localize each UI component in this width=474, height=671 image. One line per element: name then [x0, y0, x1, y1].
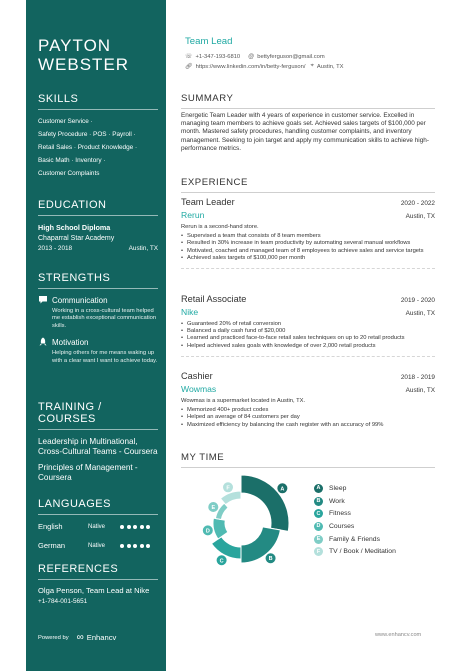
reference-name: Olga Penson, Team Lead at Nike	[38, 586, 150, 595]
skill-line: Customer Complaints	[38, 170, 100, 177]
training-section	[38, 401, 158, 483]
my-time-heading: MY TIME	[181, 452, 435, 468]
training-item: Leadership in Multinational, Cross-Cultural Teams - Coursera	[38, 437, 158, 456]
skill-line: Safety Procedure · POS · Payroll ·	[38, 131, 136, 138]
strength-title: Communication	[52, 295, 108, 305]
strengths-section	[38, 272, 158, 365]
summary-text: Energetic Team Leader with 4 years of experience in customer service. Excelled in managing team members to achieve goals set. Achieved sales targets of $100,000 per month. Mastered safety procedures, handling customer complaints, and inventory management. Seeking to join target and apply my communication skills to achieve high-performance metrics.	[181, 112, 429, 152]
training-heading: TRAINING / COURSES	[38, 401, 158, 430]
reference-phone: +1-784-001-5651	[38, 598, 88, 606]
job-title: Team Leader	[181, 197, 235, 207]
language-row	[38, 522, 158, 531]
footer-url[interactable]: www.enhancv.com	[375, 632, 422, 638]
job-dates: 2020 - 2022	[400, 200, 435, 207]
strength-item	[38, 337, 158, 365]
education-heading: EDUCATION	[38, 199, 158, 216]
education-years: 2013 - 2018	[38, 245, 73, 252]
last-name: WEBSTER	[38, 55, 130, 74]
my-time-legend	[314, 482, 396, 558]
language-level: Native	[88, 523, 106, 530]
rocket-icon	[38, 337, 48, 347]
legend-item	[314, 545, 396, 558]
legend-marker: B	[314, 497, 323, 506]
job-bullet: • Motivated, coached and managed team of 8 employees to achieve sales and service targets	[181, 248, 435, 255]
school-name: Chaparral Star Academy	[38, 235, 115, 242]
strength-desc: Helping others for me means waking up with a clear want I want to achieve today.	[52, 350, 158, 364]
link-icon: 🔗︎	[185, 64, 193, 70]
company-desc: Rerun is a second-hand store.	[181, 224, 259, 230]
contact-row	[185, 53, 325, 60]
enhancv-logo-icon: ∞	[76, 632, 84, 643]
legend-label: Sleep	[329, 484, 347, 492]
sidebar	[26, 0, 166, 671]
job-bullet: • Helped achieved sales goals with knowledge of over 2,000 retail products	[181, 343, 435, 350]
donut-segment-f	[220, 491, 241, 505]
powered-by-label: Powered by	[38, 634, 69, 641]
legend-label: Family & Friends	[329, 535, 380, 543]
job-bullet: • Memorized 400+ product codes	[181, 407, 435, 414]
donut-segment-c	[212, 537, 241, 559]
job-location: Austin, TX	[405, 213, 435, 220]
skill-line: Retail Sales · Product Knowledge ·	[38, 144, 138, 151]
linkedin-link[interactable]: https://www.linkedin.com/in/betty-ferguson/	[195, 63, 306, 70]
legend-label: Fitness	[329, 510, 351, 518]
location-text: Austin, TX	[316, 63, 344, 70]
education-location: Austin, TX	[128, 245, 158, 252]
donut-label-letter: A	[280, 486, 285, 493]
strength-title: Motivation	[52, 337, 89, 347]
languages-section	[38, 498, 158, 550]
job-bullet: • Learned and practiced face-to-face retail sales techniques on up to 20 retail products	[181, 335, 435, 342]
language-row	[38, 541, 158, 550]
legend-marker: E	[314, 535, 323, 544]
job-location: Austin, TX	[405, 387, 435, 394]
legend-item	[314, 495, 396, 508]
job-entry	[181, 371, 435, 429]
job-dates: 2019 - 2020	[400, 297, 435, 304]
my-time-donut-chart	[190, 473, 320, 573]
job-bullet: • Guaranteed 20% of retail conversion	[181, 321, 435, 328]
references-section	[38, 563, 158, 605]
legend-item	[314, 507, 396, 520]
job-title: Retail Associate	[181, 294, 247, 304]
legend-marker: C	[314, 509, 323, 518]
phone-text[interactable]: +1-347-193-6810	[195, 53, 241, 60]
skill-line: Basic Math · Inventory ·	[38, 157, 106, 164]
job-entry	[181, 197, 435, 269]
skills-section	[38, 93, 158, 180]
job-bullet: • Helped an average of 84 customers per day	[181, 414, 435, 421]
company-name: Rerun	[181, 210, 205, 220]
experience-heading: EXPERIENCE	[181, 177, 435, 193]
company-name: Nike	[181, 307, 199, 317]
job-bullet: • Resulted in 30% increase in team productivity by automating several manual workflows	[181, 240, 435, 247]
strength-item	[38, 295, 158, 330]
degree: High School Diploma	[38, 223, 111, 232]
job-location: Austin, TX	[405, 310, 435, 317]
company-desc: Wowmas is a supermarket located in Austin, TX.	[181, 398, 306, 404]
at-icon: @	[248, 53, 255, 60]
skill-line: Customer Service ·	[38, 118, 93, 125]
strengths-heading: STRENGTHS	[38, 272, 158, 289]
legend-label: Courses	[329, 522, 355, 530]
contact-row	[185, 63, 344, 70]
donut-segment-d	[213, 518, 228, 539]
skills-heading: SKILLS	[38, 93, 158, 110]
email-text[interactable]: bettyferguson@gmail.com	[257, 53, 325, 60]
first-name: PAYTON	[38, 36, 112, 55]
speech-bubble-icon	[38, 295, 48, 305]
company-name: Wowmas	[181, 384, 217, 394]
training-item: Principles of Management - Coursera	[38, 463, 138, 482]
strength-desc: Working in a cross-cultural team helped me establish exceptional communication skills.	[52, 308, 157, 329]
education-section	[38, 199, 158, 252]
legend-marker: A	[314, 484, 323, 493]
donut-label-letter: B	[268, 556, 273, 563]
legend-item	[314, 533, 396, 546]
language-name: English	[38, 522, 63, 531]
brand-name: Enhancv	[86, 633, 117, 642]
legend-label: Work	[329, 497, 345, 505]
job-bullet: • Achieved sales targets of $100,000 per month	[181, 255, 435, 262]
proficiency-dots	[120, 525, 150, 529]
candidate-name	[38, 36, 129, 74]
donut-label-letter: E	[211, 505, 216, 511]
legend-marker: F	[314, 547, 323, 556]
legend-marker: D	[314, 522, 323, 531]
language-level: Native	[88, 542, 106, 549]
summary-heading: SUMMARY	[181, 93, 435, 109]
job-title: Cashier	[181, 371, 213, 381]
job-bullet: • Balanced a daily cash fund of $20,000	[181, 328, 435, 335]
job-dates: 2018 - 2019	[400, 374, 435, 381]
job-bullet: • Maximized efficiency by balancing the cash register with an accuracy of 99%	[181, 422, 435, 429]
legend-label: TV / Book / Meditation	[329, 548, 396, 556]
job-bullet: • Supervised a team that consists of 8 team members	[181, 233, 435, 240]
job-title-header: Team Lead	[185, 36, 233, 47]
languages-heading: LANGUAGES	[38, 498, 158, 515]
powered-by	[38, 632, 116, 643]
divider	[181, 268, 435, 269]
donut-label-letter: C	[219, 558, 224, 565]
references-heading: REFERENCES	[38, 563, 158, 580]
donut-label-letter: F	[226, 485, 230, 492]
legend-item	[314, 520, 396, 533]
job-entry	[181, 294, 435, 357]
divider	[181, 356, 435, 357]
language-name: German	[38, 541, 66, 550]
legend-item	[314, 482, 396, 495]
phone-icon: ☏	[185, 54, 193, 60]
location-pin-icon: ⌖	[310, 63, 314, 69]
proficiency-dots	[120, 544, 150, 548]
donut-label-letter: D	[205, 528, 210, 535]
